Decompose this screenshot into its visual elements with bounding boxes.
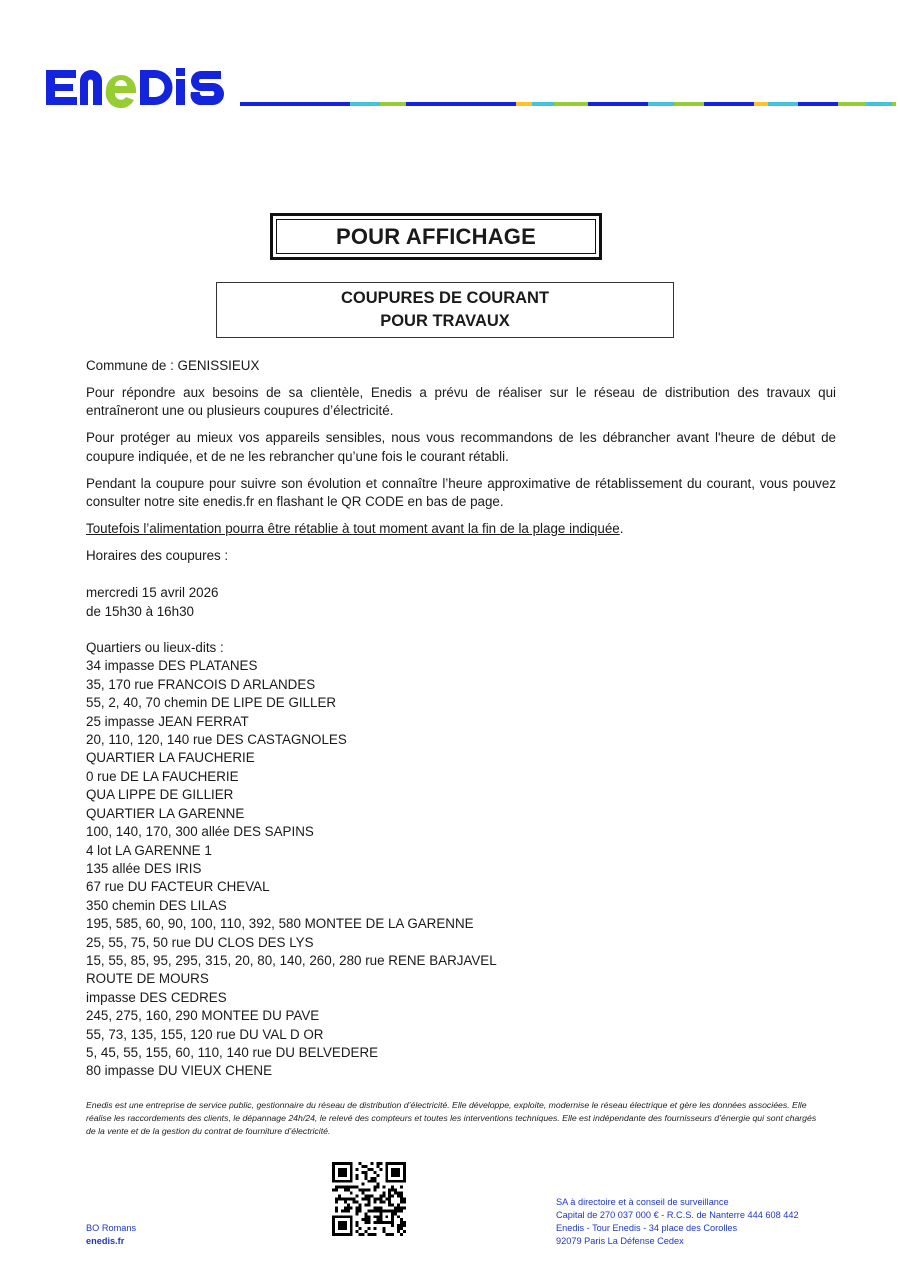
notice-subtitle-box [216,282,674,338]
notice-subtitle-line1: COUPURES DE COURANT [340,289,550,307]
list-item: QUARTIER LA GARENNE [86,805,245,821]
retablissement-underlined: Toutefois l’alimentation pourra être rétablie à tout moment avant la fin de la plage indiquée [86,521,620,537]
schedule-time: de 15h30 à 16h30 [86,603,194,619]
stripe-segment [768,102,798,106]
list-item: 55, 73, 135, 155, 120 rue DU VAL D OR [86,1026,324,1042]
stripe-segment [350,102,380,106]
stripe-segment [554,102,588,106]
notice-subtitle-line2: POUR TRAVAUX [380,312,510,330]
horaires-label: Horaires des coupures : [86,548,229,564]
enedis-logo [44,64,234,110]
paragraph-protection: Pour protéger au mieux vos appareils sensibles, nous vous recommandons de les débrancher avant l'heure de début de coupure indiquée, et de ne les rebrancher qu’une fois le courant rétabli. [86,430,836,464]
list-item: 0 rue DE LA FAUCHERIE [86,768,239,784]
company-line-4: 92079 Paris La Défense Cedex [556,1236,684,1246]
stripe-segment [838,102,866,106]
paragraph-retablissement [86,520,836,538]
header-stripe [240,102,896,106]
list-item: QUARTIER LA FAUCHERIE [86,750,255,766]
list-item: 195, 585, 60, 90, 100, 110, 392, 580 MONTEE DE LA GARENNE [86,916,474,932]
list-item: 34 impasse DES PLATANES [86,658,258,674]
retablissement-end: . [619,521,624,537]
stripe-segment [476,102,516,106]
lieux-label: Quartiers ou lieux-dits : [86,640,224,656]
legal-notice: Enedis est une entreprise de service public, gestionnaire du réseau de distribution d’électricité. Elle développe, exploite, modernise le réseau électrique et gère les données associées. Elle réalise les raccordements des clients, le dépannage 24h/24, le relevé des compteurs et toutes les interventions techniques. Elle est indépendante des fournisseurs d’énergie qui sont chargés de la vente et de la gestion du contrat de fourniture d’électricité. [86,1100,817,1136]
stripe-segment [704,102,754,106]
list-item: 55, 2, 40, 70 chemin DE LIPE DE GILLER [86,695,337,711]
list-item: 25, 55, 75, 50 rue DU CLOS DES LYS [86,934,314,950]
footer-office: BO Romans [86,1223,137,1233]
stripe-segment [866,102,892,106]
list-item: 5, 45, 55, 155, 60, 110, 140 rue DU BELVEDERE [86,1044,379,1060]
company-line-2: Capital de 270 037 000 € - R.C.S. de Nanterre 444 608 442 [556,1210,799,1220]
schedule-date: mercredi 15 avril 2026 [86,585,219,601]
stripe-segment [674,102,704,106]
list-item: 100, 140, 170, 300 allée DES SAPINS [86,824,314,840]
list-item: 67 rue DU FACTEUR CHEVAL [86,879,270,895]
list-item: 20, 110, 120, 140 rue DES CASTAGNOLES [86,732,347,748]
stripe-segment [380,102,406,106]
lieux-list [86,639,836,1081]
notice-title: POUR AFFICHAGE [276,219,596,254]
list-item: 135 allée DES IRIS [86,860,202,876]
stripe-segment [516,102,532,106]
footer-company-info [556,1196,799,1248]
list-item: 25 impasse JEAN FERRAT [86,713,249,729]
stripe-segment [240,102,300,106]
stripe-segment [532,102,554,106]
footer-left [86,1222,136,1248]
stripe-segment [892,102,896,106]
list-item: ROUTE DE MOURS [86,971,209,987]
stripe-segment [798,102,838,106]
stripe-segment [300,102,350,106]
footer-website-link[interactable]: enedis.fr [86,1236,125,1246]
list-item: 350 chemin DES LILAS [86,897,227,913]
list-item: 4 lot LA GARENNE 1 [86,842,212,858]
list-item: 245, 275, 160, 290 MONTEE DU PAVE [86,1008,320,1024]
paragraph-clientele: Pour répondre aux besoins de sa clientèle, Enedis a prévu de réaliser sur le réseau de distribution des travaux qui entraîneront une ou plusieurs coupures d’électricité. [86,385,836,419]
company-line-3: Enedis - Tour Enedis - 34 place des Corolles [556,1223,738,1233]
list-item: 80 impasse DU VIEUX CHENE [86,1063,273,1079]
schedule [86,584,836,621]
stripe-segment [648,102,674,106]
notice-title-box [270,213,602,260]
paragraph-suivi: Pendant la coupure pour suivre son évolution et connaître l’heure approximative de rétablissement du courant, vous pouvez consulter notre site enedis.fr en flashant le QR CODE en bas de page. [86,475,836,510]
commune: Commune de : GENISSIEUX [86,358,260,373]
list-item: 35, 170 rue FRANCOIS D ARLANDES [86,676,316,692]
list-item: 15, 55, 85, 95, 295, 315, 20, 80, 140, 260, 280 rue RENE BARJAVEL [86,952,497,968]
stripe-segment [588,102,648,106]
list-item: QUA LIPPE DE GILLIER [86,787,234,803]
stripe-segment [754,102,768,106]
list-item: impasse DES CEDRES [86,989,227,1005]
company-line-1: SA à directoire et à conseil de surveillance [556,1197,729,1207]
stripe-segment [406,102,476,106]
qr-code-icon[interactable] [332,1162,406,1236]
notice-body [86,357,836,1081]
